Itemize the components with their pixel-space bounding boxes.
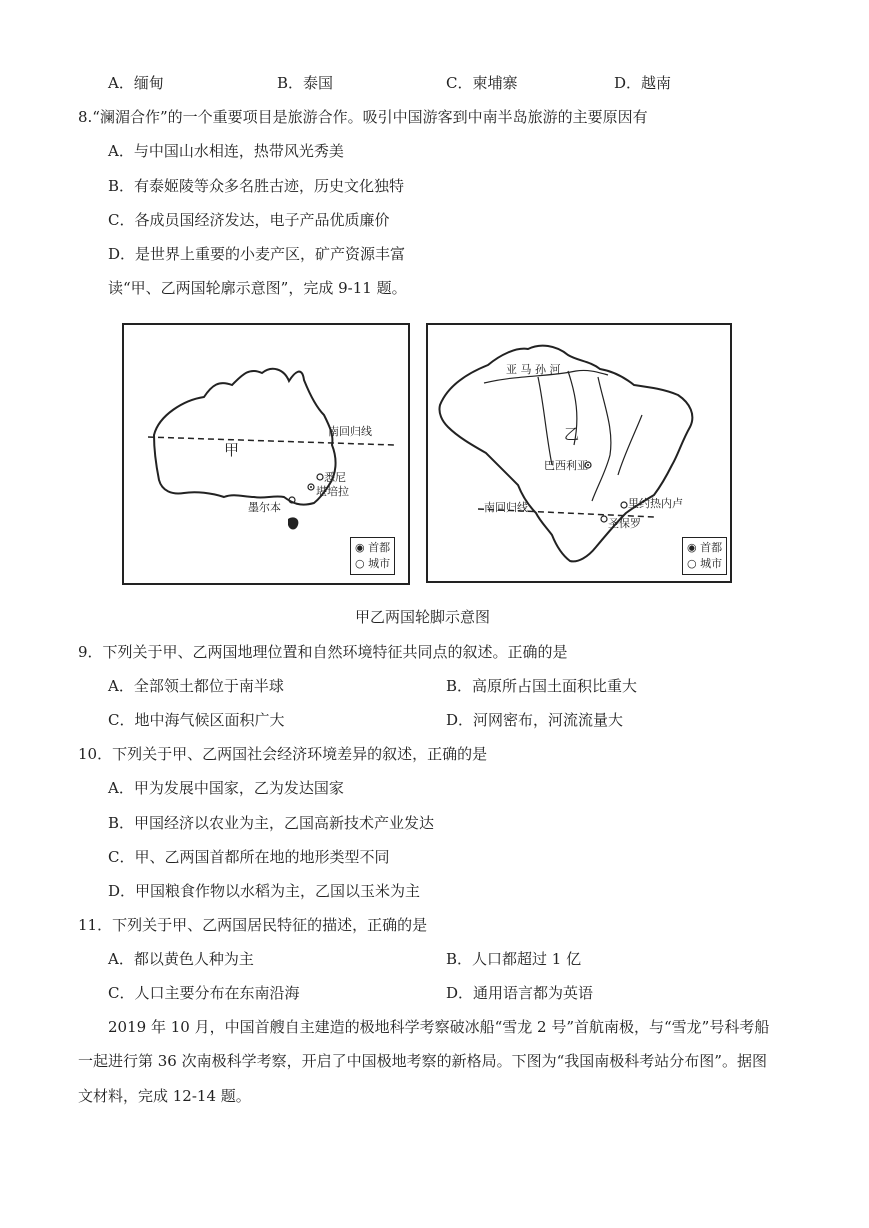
passage-line-1: 2019 年 10 月，中国首艘自主建造的极地科学考察破冰船“雪龙 2 号”首航南极，与“雪龙”号科考船 [108, 1018, 770, 1036]
jia-legend-city: ○ 城市 [355, 557, 391, 570]
yi-city-brasilia: 巴西利亚 [544, 459, 588, 472]
q9-option-a: A．全部领土都位于南半球 [108, 677, 284, 695]
q7-option-a: A．缅甸 [108, 74, 164, 92]
q8-option-a: A．与中国山水相连，热带风光秀美 [108, 142, 344, 160]
q9-option-d: D．河网密布，河流流量大 [446, 711, 624, 729]
yi-city-rio: 里约热内卢 [628, 497, 683, 510]
q7-option-c: C．柬埔寨 [446, 74, 518, 92]
q10-option-a: A．甲为发展中国家，乙为发达国家 [108, 779, 344, 797]
q10-option-d: D．甲国粮食作物以水稻为主，乙国以玉米为主 [108, 882, 421, 900]
jia-legend-capital: ◉ 首都 [355, 541, 391, 554]
yi-country-label: 乙 [564, 425, 580, 443]
q8-stem: 8.“澜湄合作”的一个重要项目是旅游合作。吸引中国游客到中南半岛旅游的主要原因有 [78, 108, 648, 126]
jia-city-sydney: 悉尼 [324, 471, 346, 484]
q8-option-d: D．是世界上重要的小麦产区，矿产资源丰富 [108, 245, 406, 263]
jia-city-canberra: 堪培拉 [316, 485, 349, 498]
jia-city-melbourne: 墨尔本 [248, 501, 281, 514]
passage-line-2: 一起进行第 36 次南极科学考察，开启了中国极地考察的新格局。下图为“我国南极科考站分布图”。据图 [78, 1052, 767, 1070]
map-jia [122, 323, 410, 585]
q11-option-d: D．通用语言都为英语 [446, 984, 594, 1002]
q7-option-b: B．泰国 [277, 74, 334, 92]
yi-legend [682, 537, 727, 575]
jia-country-label: 甲 [224, 441, 240, 459]
passage-line-3: 文材料，完成 12-14 题。 [78, 1087, 251, 1105]
jia-legend [350, 537, 395, 575]
city-symbol-icon: ○ [355, 557, 365, 570]
q10-option-c: C．甲、乙两国首都所在地的地形类型不同 [108, 848, 390, 866]
q8-option-b: B．有泰姬陵等众多名胜古迹，历史文化独特 [108, 177, 405, 195]
q7-option-d: D．越南 [614, 74, 672, 92]
q11-stem: 11．下列关于甲、乙两国居民特征的描述，正确的是 [78, 916, 428, 934]
yi-legend-capital: ◉ 首都 [687, 541, 723, 554]
read-instruction: 读“甲、乙两国轮廓示意图”，完成 9-11 题。 [108, 279, 407, 297]
map-yi [426, 323, 732, 583]
yi-city-saopaulo: 圣保罗 [608, 517, 641, 530]
map-caption: 甲乙两国轮脚示意图 [355, 608, 491, 626]
q8-option-c: C．各成员国经济发达，电子产品优质廉价 [108, 211, 390, 229]
q9-option-c: C．地中海气候区面积广大 [108, 711, 285, 729]
yi-river-label: 亚 马 孙 河 [506, 363, 561, 376]
q11-option-b: B．人口都超过 1 亿 [446, 950, 582, 968]
q9-option-b: B．高原所占国土面积比重大 [446, 677, 638, 695]
q11-option-c: C．人口主要分布在东南沿海 [108, 984, 300, 1002]
city-symbol-icon: ○ [687, 557, 697, 570]
q9-stem: 9．下列关于甲、乙两国地理位置和自然环境特征共同点的叙述。正确的是 [78, 643, 568, 661]
jia-tropic-label: 南回归线 [328, 425, 372, 438]
q10-option-b: B．甲国经济以农业为主，乙国高新技术产业发达 [108, 814, 435, 832]
capital-symbol-icon: ◉ [355, 541, 365, 554]
yi-tropic-label: 南回归线 [484, 501, 528, 514]
q10-stem: 10．下列关于甲、乙两国社会经济环境差异的叙述，正确的是 [78, 745, 488, 763]
q11-option-a: A．都以黄色人种为主 [108, 950, 254, 968]
yi-legend-city: ○ 城市 [687, 557, 723, 570]
capital-symbol-icon: ◉ [687, 541, 697, 554]
